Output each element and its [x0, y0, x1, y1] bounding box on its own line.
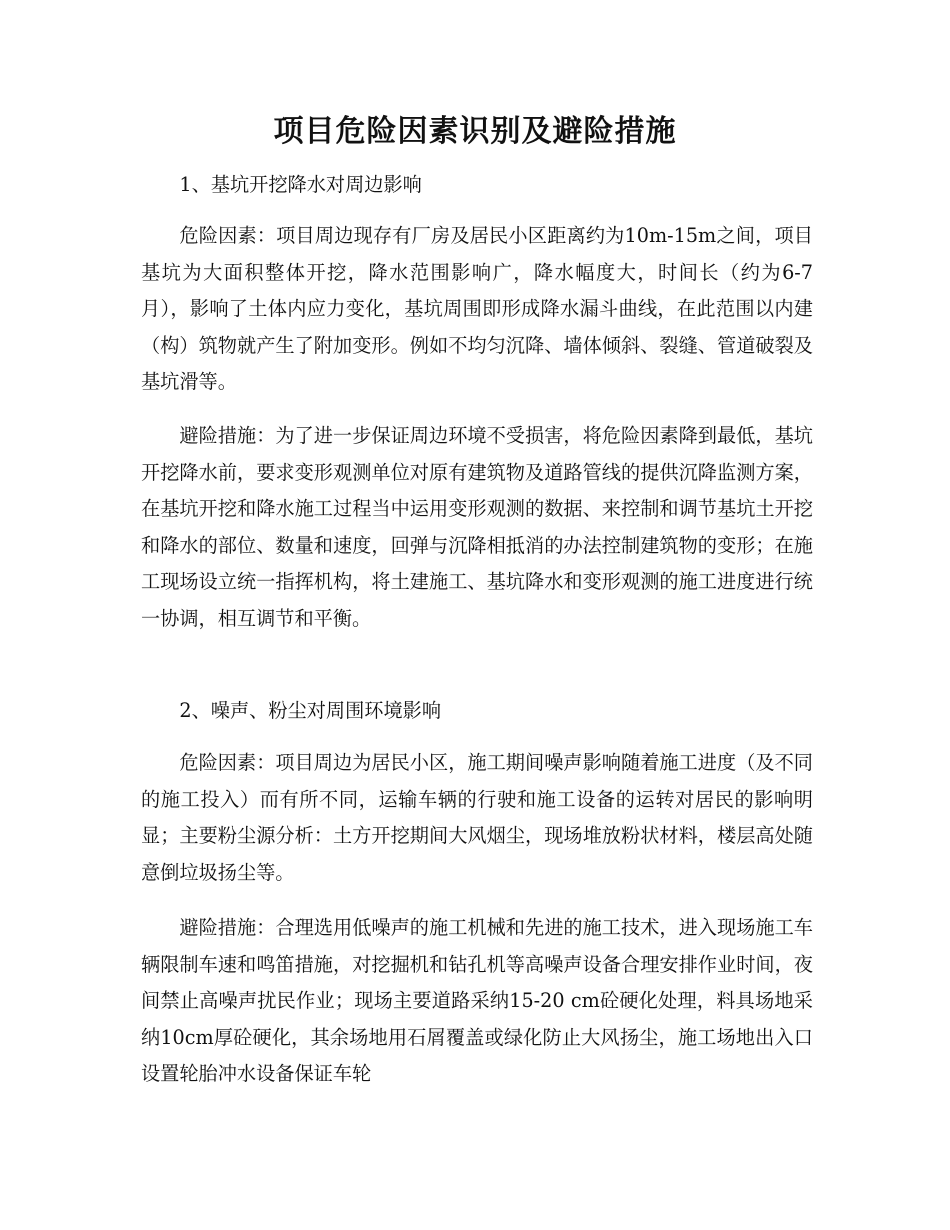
section-2-risk-paragraph: 危险因素：项目周边为居民小区，施工期间噪声影响随着施工进度（及不同的施工投入）而有所不同，运输车辆的行驶和施工设备的运转对居民的影响明显；主要粉尘源分析：土方开挖期间大风烟尘，现场堆放粉状材料，楼层高处随意倒垃圾扬尘等。 — [141, 751, 813, 884]
section-1-measures-paragraph: 避险措施：为了进一步保证周边环境不受损害，将危险因素降到最低，基坑开挖降水前，要求变形观测单位对原有建筑物及道路管线的提供沉降监测方案，在基坑开挖和降水施工过程当中运用变形观测的数据、来控制和调节基坑土开挖和降水的部位、数量和速度，回弹与沉降相抵消的办法控制建筑物的变形；在施工现场设立统一指挥机构，将土建施工、基坑降水和变形观测的施工进度进行统一协调，相互调节和平衡。 — [141, 424, 813, 630]
section-2-measures-paragraph: 避险措施：合理选用低噪声的施工机械和先进的施工技术，进入现场施工车辆限制车速和鸣笛措施，对挖掘机和钻孔机等高噪声设备合理安排作业时间，夜间禁止高噪声扰民作业；现场主要道路采纳15-20 cm砼硬化处理，料具场地采纳10cm厚砼硬化，其余场地用石屑覆盖或绿化防止大风扬尘，施工场地出入口设置轮胎冲水设备保证车轮 — [141, 916, 813, 1085]
section-heading-2: 2、噪声、粉尘对周围环境影响 — [179, 699, 442, 722]
section-1-risk-paragraph: 危险因素：项目周边现存有厂房及居民小区距离约为10m-15m之间，项目基坑为大面积整体开挖，降水范围影响广，降水幅度大，时间长（约为6-7月），影响了土体内应力变化，基坑周围即形成降水漏斗曲线，在此范围以内建（构）筑物就产生了附加变形。例如不均匀沉降、墙体倾斜、裂缝、管道破裂及基坑滑等。 — [141, 224, 813, 393]
page-title: 项目危险因素识别及避险措施 — [273, 114, 677, 149]
section-heading-1: 1、基坑开挖降水对周边影响 — [179, 173, 422, 196]
